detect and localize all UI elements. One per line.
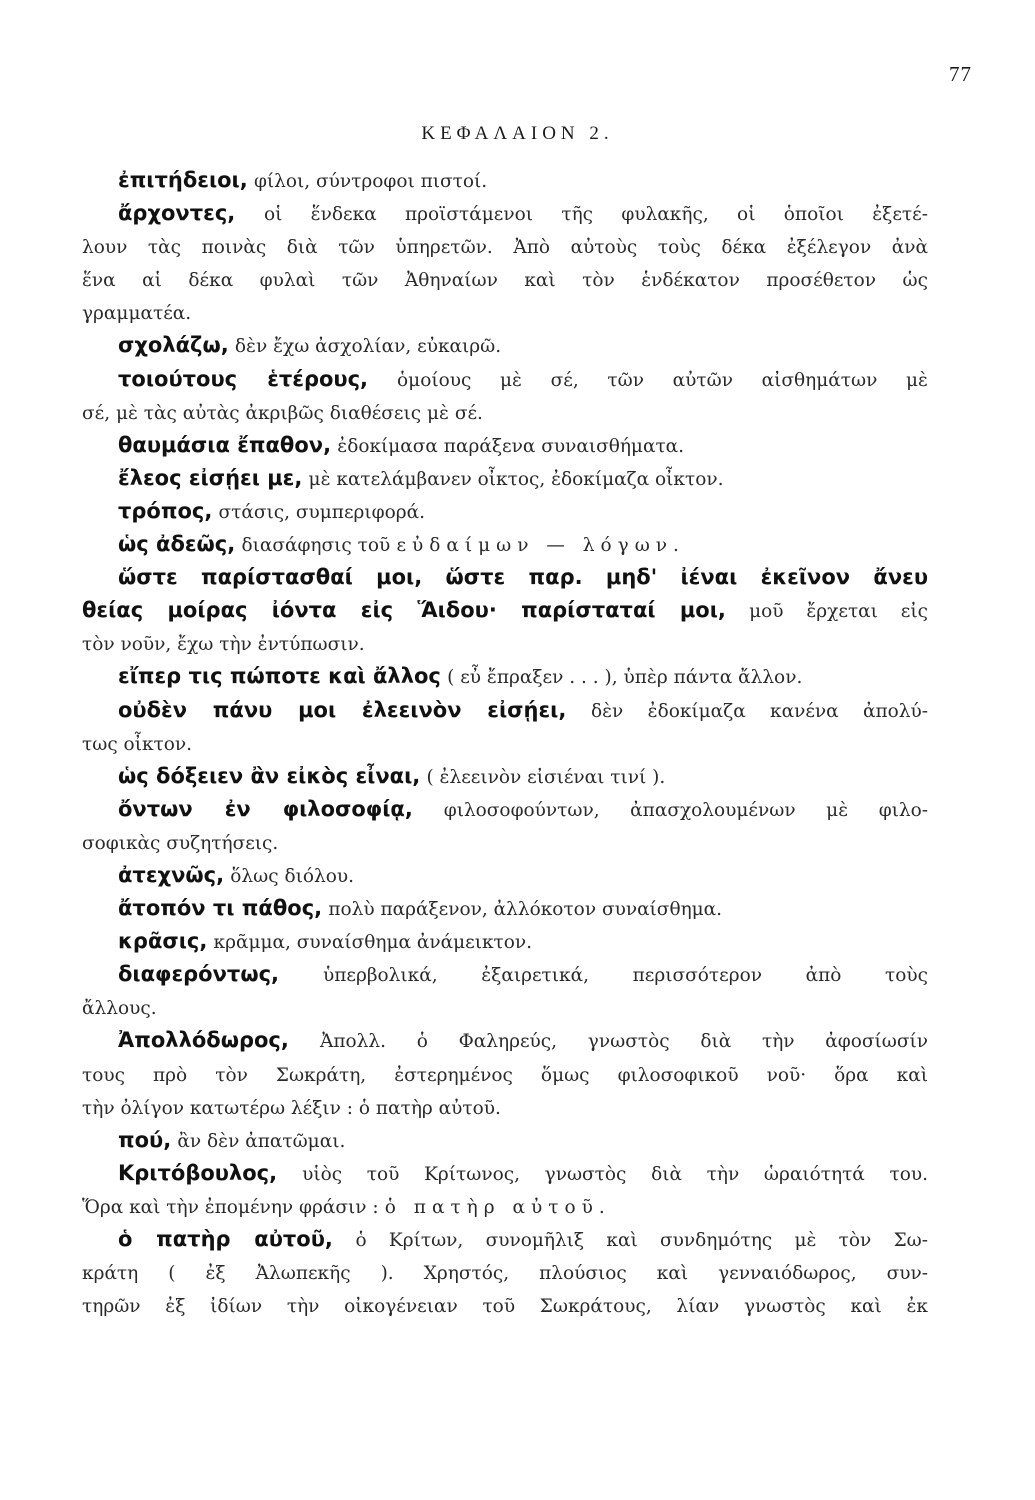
glossary-line [82, 1091, 928, 1124]
glossary-term: ὄντων ἐν φιλοσοφίᾳ, [118, 796, 413, 821]
glossary-term: οὐδὲν πάνυ μοι ἐλεεινὸν εἰσῄει, [118, 697, 567, 722]
glossary-line [82, 1157, 928, 1190]
glossary-definition: πολὺ παράξενον, ἀλλόκοτον συναίσθημα. [328, 899, 723, 921]
glossary-definition: ( ἐλεεινὸν εἰσιέναι τινί ). [426, 766, 666, 788]
glossary-line [82, 627, 928, 660]
glossary-definition: ( εὖ ἔπραξεν . . . ), ὑπὲρ πάντα ἄλλον. [447, 667, 803, 689]
glossary-term: κρᾶσις, [118, 929, 208, 954]
glossary-line [82, 1223, 928, 1256]
glossary-definition: ἐδοκίμασα παράξενα συναισθήματα. [337, 435, 685, 457]
glossary-line [82, 1058, 928, 1091]
glossary-line [82, 164, 928, 197]
glossary-term: ἔλεος εἰσῄει με, [118, 465, 303, 490]
glossary-line [82, 363, 928, 396]
glossary-term: Κριτόβουλος, [118, 1160, 278, 1185]
glossary-line [82, 1190, 928, 1223]
glossary-line [82, 561, 928, 594]
glossary-line [82, 1024, 928, 1057]
chapter-title: ΚΕΦΑΛΑΙΟΝ 2. [421, 123, 614, 144]
glossary-line [82, 495, 928, 528]
glossary-definition: τὴν ὀλίγον κατωτέρω λέξιν : ὁ πατὴρ αὐτοῦ. [82, 1097, 501, 1119]
glossary-definition: στάσις, συμπεριφορά. [218, 501, 426, 523]
glossary-term: θαυμάσια ἔπαθον, [118, 432, 332, 457]
glossary-definition: κρᾶμμα, συναίσθημα ἀνάμεικτον. [213, 932, 533, 954]
glossary-term: εἴπερ τις πώποτε καὶ ἄλλος [118, 664, 441, 689]
glossary-line [82, 660, 928, 693]
glossary-definition: μοῦ ἔρχεται εἰς [749, 601, 928, 623]
glossary-term: ἄτοπόν τι πάθος, [118, 896, 323, 921]
glossary-definition: γραμματέα. [82, 303, 192, 325]
glossary [82, 164, 928, 1322]
glossary-line [82, 594, 928, 627]
glossary-line [82, 925, 928, 958]
glossary-term: διαφερόντως, [118, 962, 279, 987]
glossary-line [82, 826, 928, 859]
glossary-line [82, 859, 928, 892]
glossary-term: ὡς ἀδεῶς, [118, 532, 236, 557]
glossary-line [82, 1289, 928, 1322]
glossary-term: ἀτεχνῶς, [118, 862, 225, 887]
spaced-phrase: εὐδαίμων — λόγων. [396, 535, 685, 557]
glossary-definition: διασάφησις τοῦ [241, 535, 391, 557]
glossary-definition: υἱὸς τοῦ Κρίτωνος, γνωστὸς διὰ τὴν ὡραιότητά του. [302, 1163, 928, 1185]
glossary-term: τοιούτους ἑτέρους, [118, 366, 369, 391]
glossary-definition: μὲ κατελάμβανεν οἶκτος, ἐδοκίμαζα οἶκτον. [308, 468, 724, 490]
glossary-definition: ὑπερβολικά, ἐξαιρετικά, περισσότερον ἀπὸ τοὺς [322, 965, 928, 987]
glossary-line [82, 263, 928, 296]
glossary-term: ἐπιτήδειοι, [118, 168, 248, 192]
glossary-line [82, 230, 928, 263]
glossary-line [82, 296, 928, 329]
glossary-definition: ἄλλους. [82, 998, 157, 1020]
glossary-line [82, 197, 928, 230]
glossary-definition: σέ, μὲ τὰς αὐτὰς ἀκριβῶς διαθέσεις μὲ σέ. [82, 402, 483, 424]
glossary-definition: σοφικὰς συζητήσεις. [82, 832, 279, 854]
glossary-term: ὁ πατὴρ αὐτοῦ, [118, 1227, 333, 1251]
glossary-term: Ἀπολλόδωρος, [118, 1028, 289, 1053]
glossary-definition: λουν τὰς ποινὰς διὰ τῶν ὑπηρετῶν. Ἀπὸ αὐτοὺς τοὺς δέκα ἐξέλεγον ἀνὰ [82, 237, 928, 259]
glossary-term: πού, [118, 1127, 172, 1152]
glossary-line [82, 462, 928, 495]
glossary-definition: ὅλως διόλου. [230, 865, 354, 887]
glossary-definition: Ἀπολλ. ὁ Φαληρεύς, γνωστὸς διὰ τὴν ἀφοσίωσίν [319, 1031, 928, 1053]
glossary-definition: τως οἶκτον. [82, 733, 193, 755]
glossary-definition: φιλοσοφούντων, ἀπασχολουμένων μὲ φιλο- [443, 799, 928, 821]
glossary-definition: κράτη ( ἐξ Ἀλωπεκῆς ). Χρηστός, πλούσιος καὶ γενναιόδωρος, συν- [82, 1263, 928, 1285]
glossary-line [82, 396, 928, 429]
glossary-line [82, 958, 928, 991]
glossary-line [82, 329, 928, 362]
glossary-definition: δὲν ἔχω ἀσχολίαν, εὐκαιρῶ. [234, 336, 502, 358]
glossary-definition: Ὅρα καὶ τὴν ἐπομένην φράσιν : [82, 1196, 379, 1218]
glossary-definition: ὁμοίους μὲ σέ, τῶν αὐτῶν αἰσθημάτων μὲ [397, 369, 928, 391]
glossary-line [82, 793, 928, 826]
page-number: 77 [949, 62, 972, 86]
glossary-term-continued: θείας μοίρας ἰόντα εἰς Ἅιδου· παρίσταταί μοι, [82, 598, 726, 623]
glossary-term: ὡς δόξειεν ἂν εἰκὸς εἶναι, [118, 763, 421, 788]
glossary-term: σχολάζω, [118, 333, 229, 358]
glossary-line [82, 727, 928, 760]
spaced-phrase: ὁ πατὴρ αὐτοῦ. [384, 1196, 611, 1218]
glossary-line [82, 991, 928, 1024]
glossary-line [82, 429, 928, 462]
glossary-line [82, 528, 928, 561]
glossary-definition: οἱ ἕνδεκα προϊστάμενοι τῆς φυλακῆς, οἱ ὁποῖοι ἐξετέ- [263, 204, 928, 226]
glossary-line [82, 1124, 928, 1157]
glossary-definition: τηρῶν ἐξ ἰδίων τὴν οἰκογένειαν τοῦ Σωκράτους, λίαν γνωστὸς καὶ ἐκ [82, 1296, 928, 1318]
glossary-term: τρόπος, [118, 498, 213, 523]
glossary-line [82, 892, 928, 925]
glossary-definition: φίλοι, σύντροφοι πιστοί. [253, 171, 488, 192]
glossary-definition: τὸν νοῦν, ἔχω τὴν ἐντύπωσιν. [82, 634, 365, 656]
glossary-line [82, 760, 928, 793]
glossary-term: ὥστε παρίστασθαί μοι, ὥστε παρ. μηδ' ἰέναι ἐκεῖνον ἄνευ [118, 565, 928, 590]
glossary-definition: ἕνα αἱ δέκα φυλαὶ τῶν Ἀθηναίων καὶ τὸν ἑνδέκατον προσέθετον ὡς [82, 270, 928, 292]
glossary-definition: τους πρὸ τὸν Σωκράτη, ἐστερημένος ὅμως φιλοσοφικοῦ νοῦ· ὅρα καὶ [82, 1064, 928, 1086]
glossary-definition: δὲν ἐδοκίμαζα κανένα ἀπολύ- [590, 700, 928, 722]
glossary-definition: ὁ Κρίτων, συνομῆλιξ καὶ συνδημότης μὲ τὸν Σω- [355, 1230, 928, 1251]
glossary-line [82, 694, 928, 727]
glossary-term: ἄρχοντες, [118, 201, 236, 226]
glossary-line [82, 1256, 928, 1289]
glossary-definition: ἂν δὲν ἀπατῶμαι. [177, 1130, 346, 1152]
